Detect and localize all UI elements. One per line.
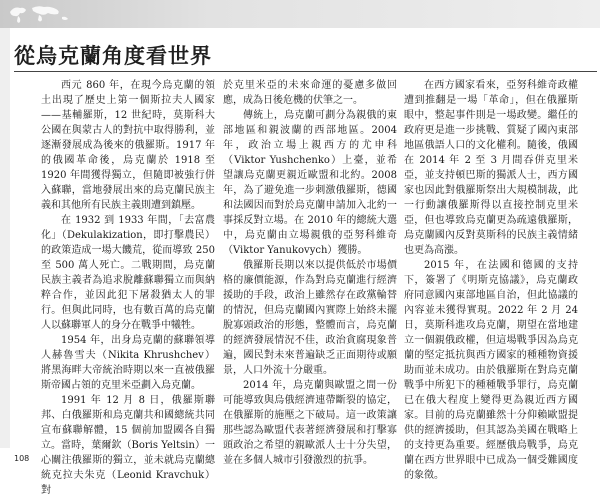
left-margin-bar [0,28,10,448]
paragraph: 2014 年，烏克蘭與歐盟之間一份可能導致與烏俄經濟連帶斷裂的協定，在俄羅斯的施壓之下破局。這一政策讓那些認為歐盟代表著經濟發展和打擊寡頭政治之希望的親歐派人士十分失望，並在多個人城市引發激烈的抗爭。 [223,380,397,466]
header-band [0,0,600,28]
paragraph: 俄羅斯長期以來以提供低於市場價格的廉價能源，作為對烏克蘭進行經濟援助的手段，政治上雖然存在政黨輪替的情況，但烏克蘭國內實際上始終未擺脫寡頭政治的形態，整體而言，烏克蘭的經濟發展情況不佳，政治貪腐現象普遍，國民對未來普遍缺乏正面期待或願景，人口外流十分嚴重。 [223,260,397,376]
page-title: 從烏克蘭角度看世界 [14,44,212,68]
paragraph: 1991 年 12 月 8 日，俄羅斯聯邦、白俄羅斯和烏克蘭共和國總統共同宣布蘇聯解體，15 個前加盟國各自獨立。當時，葉爾欽（Boris Yeltsin）一心關注俄羅斯的獨立，並未就烏克蘭總統克拉夫朱克（Leonid Kravchuk）對 [41,395,215,496]
text-column-3 [404,78,578,483]
title-divider [14,71,597,72]
page-number: 108 [14,454,30,463]
paragraph: 西元 860 年，在現今烏克蘭的領土出現了歷史上第一個斯拉夫人國家——基輔羅斯，12 世紀時，莫斯科大公國在與蒙古人的對抗中取得勝利，並逐漸發展成為後來的俄羅斯。1917 年的俄國革命後，烏克蘭於 1918 至 1920 年間獲得獨立，但隨即被強行併入蘇聯，當地發展出來的烏克蘭民族主義和其他所有民族主義則遭到鎮壓。 [41,80,215,211]
text-column-2 [223,78,397,468]
text-column-1 [41,78,215,498]
paragraph: 在西方國家看來，亞努科維奇政權遭到推翻是一場「革命」，但在俄羅斯眼中，整起事件則是一場政變。繼任的政府更是進一步挑戰、質疑了國內東部地區俄語人口的文化權利。隨後，俄國在 2014 年 2 至 3 月間吞併克里米亞，並支持頓巴斯的獨派人士，西方國家也因此對俄羅斯祭出大規模制裁，此一行動讓俄羅斯得以直接控制克里米亞，但也導致烏克蘭更為疏遠俄羅斯，烏克蘭國內反對莫斯科的民族主義情緒也更為高漲。 [404,80,578,256]
paragraph: 傳統上，烏克蘭可劃分為親俄的東部地區和親波蘭的西部地區。2004 年，政治立場上親西方的尤申科（Viktor Yushchenko）上臺，並希望讓烏克蘭更親近歐盟和北約。2008 年，為了避免進一步刺激俄羅斯，德國和法國因而對於烏克蘭申請加入北約一事採反對立場。在 2010 年的總統大選中，烏克蘭由立場親俄的亞努科維奇（Viktor Yanukovych）獲勝。 [223,110,397,256]
world-map-icon [6,2,76,26]
paragraph: 2015 年，在法國和德國的支持下，簽署了《明斯克協議》，烏克蘭政府同意國內東部地區自治，但此協議的內容並未獲得實現。2022 年 2 月 24 日，莫斯科進攻烏克蘭，期望在當地建立一個親俄政權，但這場戰爭因為烏克蘭的堅定抵抗與西方國家的種種物資援助而並未成功。由於俄羅斯在對烏克蘭戰爭中所犯下的種種戰爭罪行，烏克蘭已在俄大程度上變得更為親近西方國家。目前的烏克蘭雖然十分仰賴歐盟提供的經濟援助，但其認為美國在戰略上的支持更為重要。經歷俄烏戰爭，烏克蘭在西方世界眼中已成為一個受難國度的象徵。 [404,260,578,481]
paragraph: 在 1932 到 1933 年間，「去富農化」（Dekulakization，即打擊農民）的政策造成一場大饑荒，從而導致 250 至 500 萬人死亡。二戰期間，烏克蘭民族主義者為追求脫離蘇聯獨立而與納粹合作，並因此犯下屠殺猶太人的罪行。但與此同時，也有數百萬的烏克蘭人以蘇聯軍人的身分在戰爭中犧牲。 [41,215,215,331]
paragraph: 1954 年，出身烏克蘭的蘇聯領導人赫魯雪夫（Nikita Khrushchev）將黑海畔大帝統治時期以來一直被俄羅斯帝國占領的克里米亞劃入烏克蘭。 [41,335,215,391]
paragraph: 於克里米亞的未來命運的憂慮多做回應，成為日後危機的伏筆之一。 [223,80,397,106]
